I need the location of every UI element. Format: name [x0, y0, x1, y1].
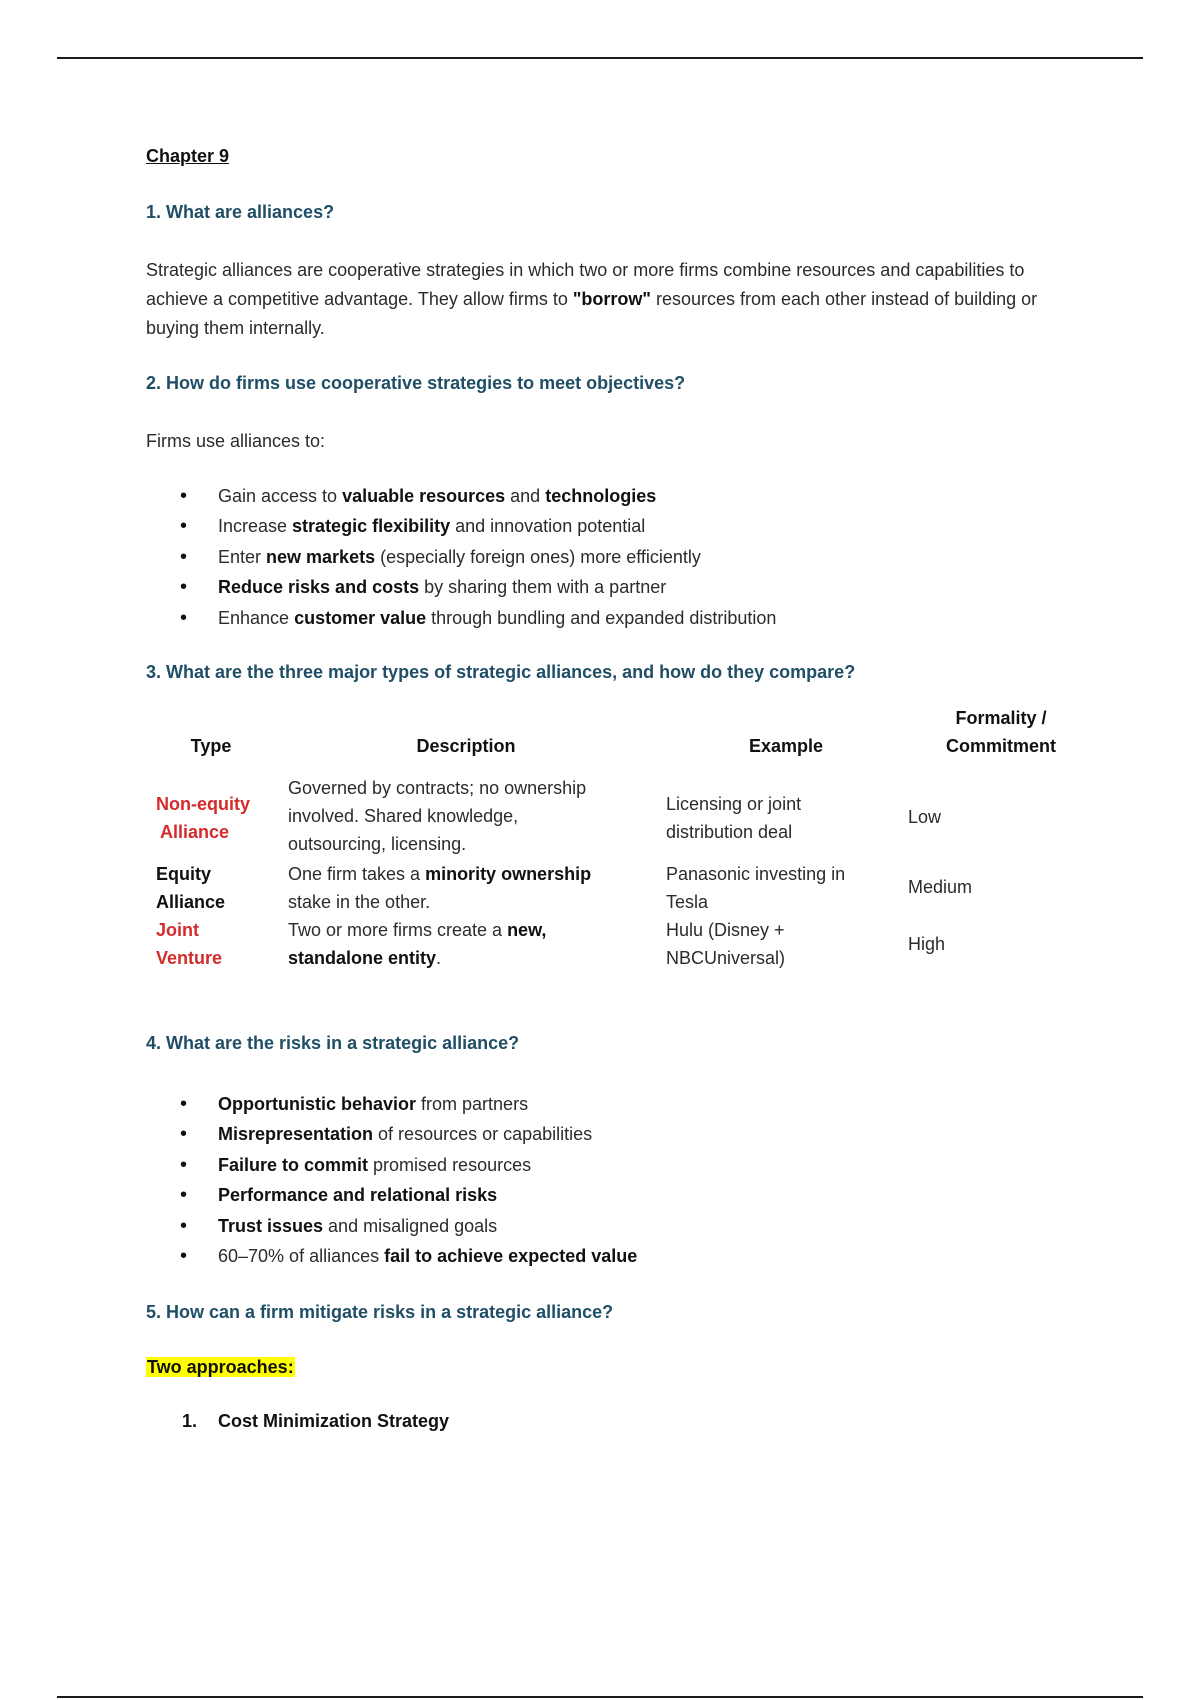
- example-line: Hulu (Disney +: [666, 920, 785, 940]
- table-row-2-type: [156, 860, 225, 916]
- table-header-description: Description: [416, 736, 516, 756]
- objectives-list: [146, 481, 1086, 633]
- table-header-formality: [916, 704, 1086, 760]
- desc-line: One firm takes a minority ownership: [288, 864, 592, 884]
- section-4-heading: 4. What are the risks in a strategic alliance?: [146, 1033, 520, 1053]
- desc-line: outsourcing, licensing.: [288, 834, 467, 854]
- section-2-intro: Firms use alliances to:: [146, 431, 326, 451]
- table-row-3-formality: High: [908, 934, 946, 954]
- section-1-heading: 1. What are alliances?: [146, 202, 335, 222]
- example-line: NBCUniversal): [666, 948, 786, 968]
- risks-list: [146, 1089, 1086, 1271]
- table-row-2-example: [666, 860, 845, 916]
- table-row-3-description: [288, 916, 546, 972]
- type-line: Alliance: [160, 822, 230, 842]
- page-top-rule: [57, 57, 1143, 59]
- list-item: • Trust issues and misaligned goals: [146, 1211, 1086, 1241]
- page-bottom-rule: [57, 1696, 1143, 1698]
- table-header-type: Type: [190, 736, 232, 756]
- table-row-1-formality: Low: [908, 807, 942, 827]
- list-item: • Performance and relational risks: [146, 1180, 1086, 1210]
- list-item: • Increase strategic flexibility and innovation potential: [146, 511, 1086, 541]
- paragraph-text: Strategic alliances are cooperative strategies in which two or more firms combine resources and capabilities to achieve a competitive advantage. They allow firms to: [146, 260, 1025, 309]
- desc-line: Two or more firms create a new,: [288, 920, 547, 940]
- list-label: Cost Minimization Strategy: [218, 1411, 450, 1431]
- list-item: • Opportunistic behavior from partners: [146, 1089, 1086, 1119]
- table-row-1-description: [288, 774, 586, 858]
- type-line: Venture: [156, 948, 223, 968]
- example-line: Tesla: [666, 892, 709, 912]
- example-line: distribution deal: [666, 822, 793, 842]
- list-item: • Enhance customer value through bundling and expanded distribution: [146, 603, 1086, 633]
- list-item: • Reduce risks and costs by sharing them with a partner: [146, 572, 1086, 602]
- chapter-title: Chapter 9: [146, 146, 230, 166]
- table-row-1-type: [156, 790, 250, 846]
- list-item: • 60–70% of alliances fail to achieve expected value: [146, 1241, 1086, 1271]
- table-row-2-formality: Medium: [908, 877, 973, 897]
- list-item: • Gain access to valuable resources and technologies: [146, 481, 1086, 511]
- list-item: • Failure to commit promised resources: [146, 1150, 1086, 1180]
- table-row-2-description: [288, 860, 591, 916]
- highlighted-text: Two approaches:: [147, 1357, 294, 1377]
- desc-line: stake in the other.: [288, 892, 431, 912]
- header-line: Commitment: [945, 736, 1056, 756]
- list-item: [146, 1406, 1086, 1436]
- desc-line: Governed by contracts; no ownership: [288, 778, 587, 798]
- list-item: • Misrepresentation of resources or capabilities: [146, 1119, 1086, 1149]
- type-line: Equity: [156, 864, 212, 884]
- type-line: Joint: [156, 920, 199, 940]
- table-row-3-example: [666, 916, 785, 972]
- desc-line: standalone entity.: [288, 948, 442, 968]
- section-2-heading: 2. How do firms use cooperative strategies to meet objectives?: [146, 373, 686, 393]
- example-line: Licensing or joint: [666, 794, 802, 814]
- type-line: Non-equity: [156, 794, 250, 814]
- table-header-example: Example: [748, 736, 824, 756]
- list-number: 1.: [182, 1411, 198, 1431]
- type-line: Alliance: [156, 892, 226, 912]
- desc-line: involved. Shared knowledge,: [288, 806, 519, 826]
- approaches-label: [146, 1357, 295, 1378]
- approaches-list: [146, 1406, 1086, 1436]
- section-1-paragraph: [146, 256, 1086, 343]
- section-5-heading: 5. How can a firm mitigate risks in a strategic alliance?: [146, 1302, 614, 1322]
- table-row-1-example: [666, 790, 801, 846]
- paragraph-text: resources from each other instead of building or buying them internally.: [146, 289, 1038, 338]
- header-line: Formality /: [955, 708, 1047, 728]
- list-item: • Enter new markets (especially foreign ones) more efficiently: [146, 542, 1086, 572]
- paragraph-bold: "borrow": [572, 289, 651, 309]
- example-line: Panasonic investing in: [666, 864, 846, 884]
- section-3-heading: 3. What are the three major types of strategic alliances, and how do they compare?: [146, 662, 856, 682]
- table-row-3-type: [156, 916, 222, 972]
